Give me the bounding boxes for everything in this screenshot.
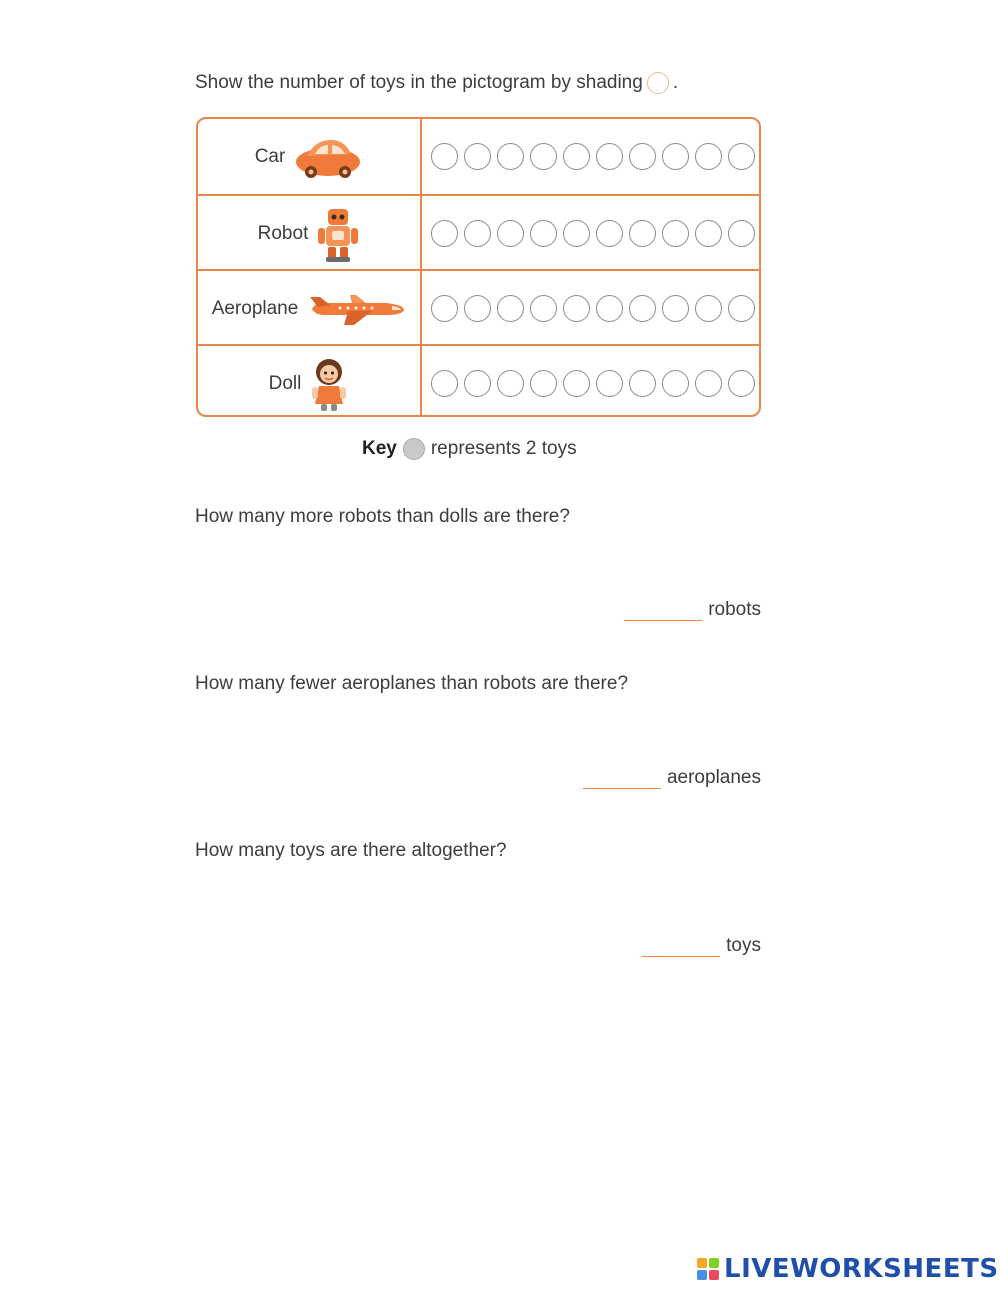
shade-circle[interactable]: [530, 143, 557, 170]
question-1: How many more robots than dolls are there?: [195, 506, 570, 527]
shade-circle[interactable]: [431, 295, 458, 322]
shade-circle[interactable]: [464, 143, 491, 170]
key-text: represents 2 toys: [430, 438, 577, 459]
shade-circle[interactable]: [662, 143, 689, 170]
shade-circle[interactable]: [431, 370, 458, 397]
row-label: Aeroplane: [211, 297, 299, 319]
shade-circle[interactable]: [728, 370, 755, 397]
circle-row: [422, 271, 759, 346]
circle-row: [422, 196, 759, 271]
key-label: Key: [362, 438, 397, 459]
row-label-cell: [198, 346, 422, 417]
shade-circle[interactable]: [563, 370, 590, 397]
shade-circle[interactable]: [563, 295, 590, 322]
shade-circle[interactable]: [728, 220, 755, 247]
shade-circle[interactable]: [530, 220, 557, 247]
shade-circle[interactable]: [728, 295, 755, 322]
shade-circle[interactable]: [497, 220, 524, 247]
shaded-circle-icon: [403, 438, 425, 460]
shade-circle[interactable]: [695, 295, 722, 322]
shade-circle[interactable]: [662, 295, 689, 322]
shade-circle[interactable]: [530, 370, 557, 397]
answer-input-3[interactable]: [642, 932, 720, 957]
shade-circle[interactable]: [431, 143, 458, 170]
toy-robot-icon: [316, 205, 360, 263]
liveworksheets-logo: [697, 1254, 999, 1284]
instruction-text: Show the number of toys in the pictogram by shading: [195, 72, 643, 93]
question-3: How many toys are there altogether?: [195, 840, 507, 861]
pictogram-row-car: [198, 119, 759, 194]
shade-circle[interactable]: [596, 370, 623, 397]
shade-circle[interactable]: [431, 220, 458, 247]
logo-mark-icon: [697, 1258, 719, 1280]
shade-circle[interactable]: [596, 295, 623, 322]
shade-circle[interactable]: [464, 295, 491, 322]
shade-circle[interactable]: [728, 143, 755, 170]
pictogram-key: [362, 438, 577, 460]
shade-circle[interactable]: [596, 143, 623, 170]
shade-circle[interactable]: [464, 370, 491, 397]
circle-row: [422, 119, 759, 194]
row-label: Doll: [268, 372, 302, 394]
shade-circle[interactable]: [695, 220, 722, 247]
shade-circle[interactable]: [695, 370, 722, 397]
brand-name: LIVEWORKSHEETS: [724, 1254, 999, 1284]
circle-row: [422, 346, 759, 417]
empty-circle-icon: [647, 72, 669, 94]
instruction: [195, 72, 678, 94]
shade-circle[interactable]: [695, 143, 722, 170]
row-label: Car: [254, 145, 286, 167]
pictogram-row-robot: [198, 194, 759, 271]
shade-circle[interactable]: [464, 220, 491, 247]
shade-circle[interactable]: [563, 220, 590, 247]
shade-circle[interactable]: [563, 143, 590, 170]
shade-circle[interactable]: [530, 295, 557, 322]
pictogram-table: [196, 117, 761, 417]
answer-unit-2: aeroplanes: [666, 767, 761, 788]
question-2: How many fewer aeroplanes than robots are there?: [195, 673, 629, 694]
shade-circle[interactable]: [629, 143, 656, 170]
shade-circle[interactable]: [497, 370, 524, 397]
instruction-end: .: [672, 72, 679, 93]
answer-input-2[interactable]: [583, 764, 661, 789]
row-label-cell: [198, 271, 422, 346]
row-label-cell: [198, 119, 422, 194]
shade-circle[interactable]: [497, 143, 524, 170]
answer-1: [624, 596, 761, 621]
answer-unit-1: robots: [708, 599, 761, 620]
shade-circle[interactable]: [596, 220, 623, 247]
shade-circle[interactable]: [662, 370, 689, 397]
answer-3: [642, 932, 761, 957]
toy-aeroplane-icon: [306, 291, 406, 327]
row-label: Robot: [257, 222, 309, 244]
shade-circle[interactable]: [629, 220, 656, 247]
row-label-cell: [198, 196, 422, 271]
toy-car-icon: [293, 134, 363, 180]
answer-2: [583, 764, 761, 789]
shade-circle[interactable]: [629, 370, 656, 397]
pictogram-row-aeroplane: [198, 269, 759, 346]
doll-icon: [309, 356, 349, 412]
pictogram-row-doll: [198, 344, 759, 417]
shade-circle[interactable]: [662, 220, 689, 247]
answer-input-1[interactable]: [624, 596, 702, 621]
answer-unit-3: toys: [726, 935, 761, 956]
shade-circle[interactable]: [497, 295, 524, 322]
shade-circle[interactable]: [629, 295, 656, 322]
